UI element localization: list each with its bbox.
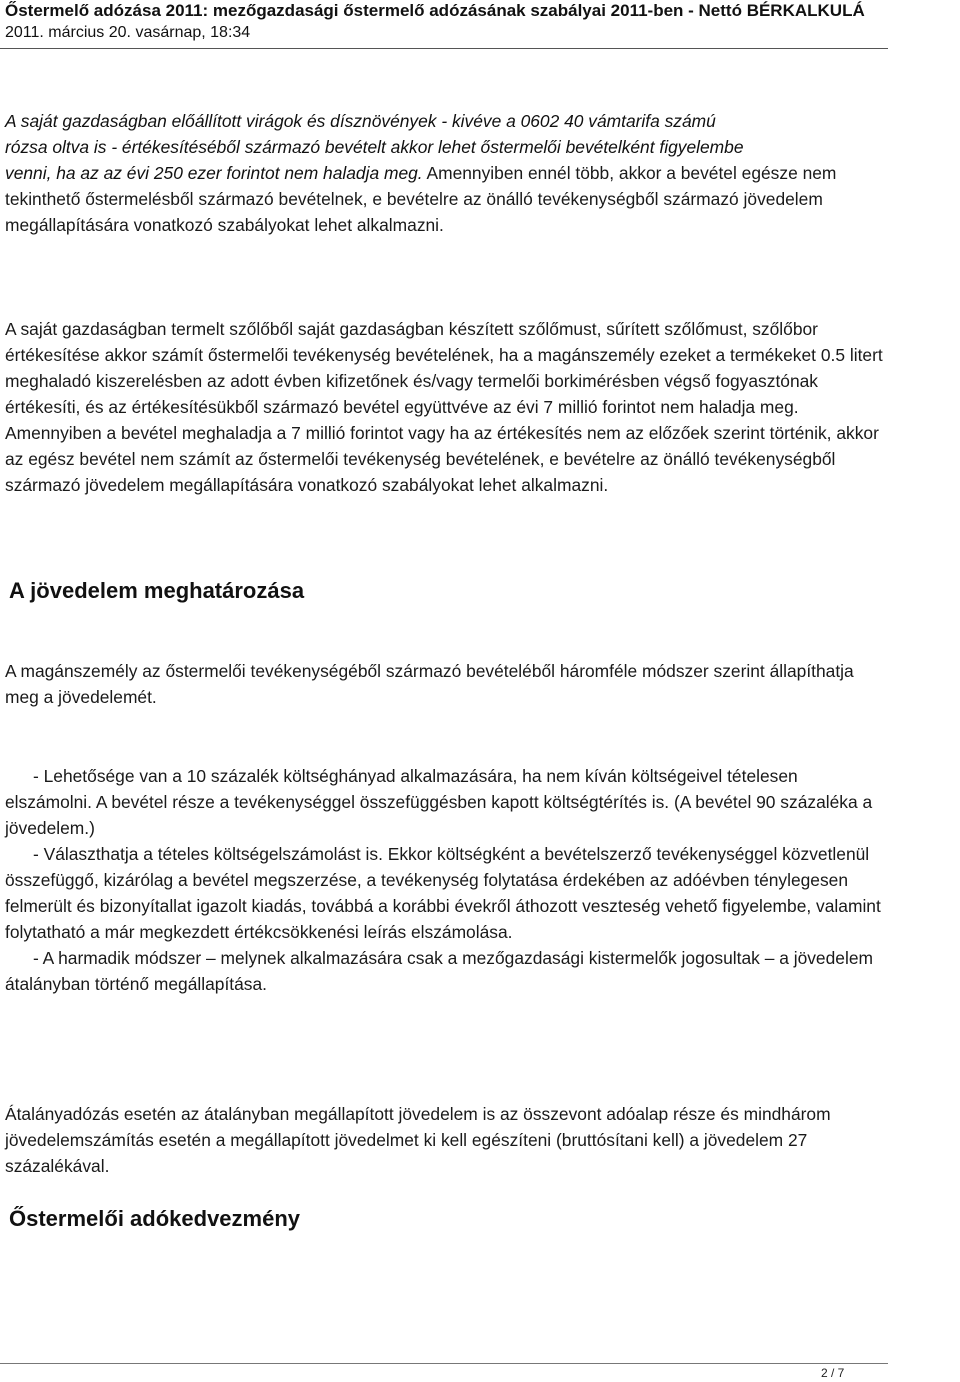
paragraph-flat-rate: Átalányadózás esetén az átalányban megállapított jövedelem is az összevont adóalap része és mindhárom jövedelemszámítás esetén a megállapított jövedelmet ki kell egészíteni (bruttósítani kell) a jövedelem 27 százalékával. bbox=[5, 1104, 831, 1176]
page-number: 2 / 7 bbox=[821, 1366, 845, 1380]
list-item: - A harmadik módszer – melynek alkalmazására csak a mezőgazdasági kistermelők jogosultak – a jövedelem átalányban történő megállapítása. bbox=[5, 948, 873, 994]
paragraph-methods-intro: A magánszemély az őstermelői tevékenységéből származó bevételéből háromféle módszer szerint állapíthatja meg a jövedelemét. bbox=[5, 661, 854, 707]
document-date: 2011. március 20. vasárnap, 18:34 bbox=[5, 24, 251, 41]
heading-tax-benefit: Őstermelői adókedvezmény bbox=[9, 1206, 301, 1231]
methods-list bbox=[5, 763, 885, 997]
list-item: - Választhatja a tételes költségelszámolást is. Ekkor költségként a bevételszerző tevékenységgel közvetlenül összefüggő, kizárólag a bevétel megszerzése, a tevékenység folytatása érdekében az adóévben ténylegesen felmerült és bizonyítallat igazolt kiadás, továbbá a korábbi évekről áthozott veszteség vehető figyelembe, valamint folytatható a már megkezdett értékcsökkenési leírás elszámolása. bbox=[5, 844, 881, 942]
paragraph-wine: A saját gazdaságban termelt szőlőből saját gazdaságban készített szőlőmust, sűrített szőlőmust, szőlőbor értékesítése akkor számít őstermelői tevékenység bevételének, ha a magánszemély ezeket a termékeket 0.5 litert meghaladó kiszerelésben az adott évben kifizetőnek és/vagy termelői borkimérésben végső fogyasztónak értékesíti, és az értékesítésükből származó bevétel együttvéve az évi 7 millió forintot nem haladja meg. Amennyiben a bevétel meghaladja a 7 millió forintot vagy ha az értékesítés nem az előzőek szerint történik, akkor az egész bevétel nem számít az őstermelői tevékenység bevételének, e bevételre az önálló tevékenységből származó jövedelem megállapítására vonatkozó szabályokat lehet alkalmazni. bbox=[5, 319, 883, 495]
heading-income: A jövedelem meghatározása bbox=[9, 578, 305, 603]
paragraph-flowers-line2: rózsa oltva is - értékesítéséből származó bevételt akkor lehet őstermelői bevételként figyelembe bbox=[5, 137, 744, 157]
header-divider bbox=[0, 48, 888, 49]
document-title: Őstermelő adózása 2011: mezőgazdasági őstermelő adózásának szabályai 2011-ben - Nettó BÉRKALKULÁ bbox=[5, 1, 865, 20]
paragraph-flowers-line3: venni, ha az az évi 250 ezer forintot nem haladja meg. bbox=[5, 163, 423, 183]
footer-divider bbox=[0, 1363, 888, 1364]
paragraph-flowers-line1: A saját gazdaságban előállított virágok és dísznövények - kivéve a 0602 40 vámtarifa számú bbox=[5, 111, 716, 131]
paragraph-flowers bbox=[5, 108, 885, 238]
paragraph-flowers-rest: Amennyiben ennél több, akkor a bevétel egésze nem tekinthető őstermelésből származó bevételnek, e bevételre az önálló tevékenységből származó jövedelem megállapítására vonatkozó szabályokat lehet alkalmazni. bbox=[5, 163, 837, 235]
list-item: - Lehetősége van a 10 százalék költséghányad alkalmazására, ha nem kíván költségeivel tételesen elszámolni. A bevétel része a tevékenységgel összefüggésben kapott költségtérítés is. (A bevétel 90 százaléka a jövedelem.) bbox=[5, 766, 873, 838]
